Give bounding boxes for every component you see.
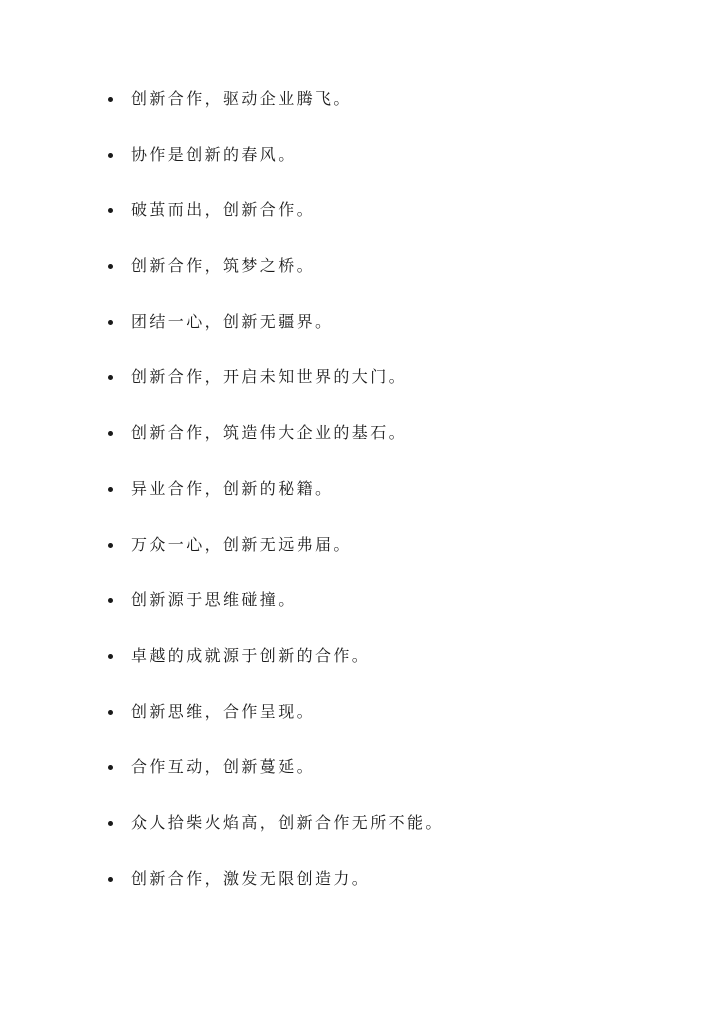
list-item [0, 809, 720, 865]
list-item [0, 531, 720, 587]
list-item [0, 141, 720, 197]
bullet-icon [108, 208, 113, 213]
slogan-text: 万众一心，创新无远弗届。 [131, 534, 352, 554]
slogan-text: 团结一心，创新无疆界。 [131, 311, 334, 331]
slogan-text: 破茧而出，创新合作。 [131, 200, 316, 220]
list-item [0, 85, 720, 141]
bullet-icon [108, 654, 113, 659]
slogan-text: 创新合作，筑梦之桥。 [131, 256, 316, 276]
bullet-icon [108, 487, 113, 492]
slogan-text: 合作互动，创新蔓延。 [131, 757, 316, 777]
bullet-icon [108, 877, 113, 882]
list-item [0, 196, 720, 252]
slogan-list [0, 85, 720, 920]
bullet-icon [108, 710, 113, 715]
slogan-text: 异业合作，创新的秘籍。 [131, 478, 334, 498]
slogan-text: 创新思维，合作呈现。 [131, 701, 316, 721]
bullet-icon [108, 375, 113, 380]
slogan-text: 众人拾柴火焰高，创新合作无所不能。 [131, 812, 444, 832]
list-item [0, 363, 720, 419]
slogan-text: 创新合作，开启未知世界的大门。 [131, 367, 408, 387]
bullet-icon [108, 543, 113, 548]
list-item [0, 753, 720, 809]
list-item [0, 475, 720, 531]
list-item [0, 308, 720, 364]
list-item [0, 419, 720, 475]
bullet-icon [108, 431, 113, 436]
bullet-icon [108, 598, 113, 603]
slogan-text: 创新源于思维碰撞。 [131, 590, 297, 610]
slogan-text: 卓越的成就源于创新的合作。 [131, 645, 371, 665]
slogan-text: 创新合作，驱动企业腾飞。 [131, 89, 352, 108]
slogan-text: 协作是创新的春风。 [131, 144, 297, 164]
bullet-icon [108, 765, 113, 770]
slogan-text: 创新合作，激发无限创造力。 [131, 868, 371, 888]
bullet-icon [108, 821, 113, 826]
list-item [0, 252, 720, 308]
list-item [0, 865, 720, 921]
slogan-text: 创新合作，筑造伟大企业的基石。 [131, 423, 408, 443]
bullet-icon [108, 264, 113, 269]
list-item [0, 698, 720, 754]
bullet-icon [108, 153, 113, 158]
list-item [0, 586, 720, 642]
list-item [0, 642, 720, 698]
bullet-icon [108, 97, 113, 102]
bullet-icon [108, 320, 113, 325]
